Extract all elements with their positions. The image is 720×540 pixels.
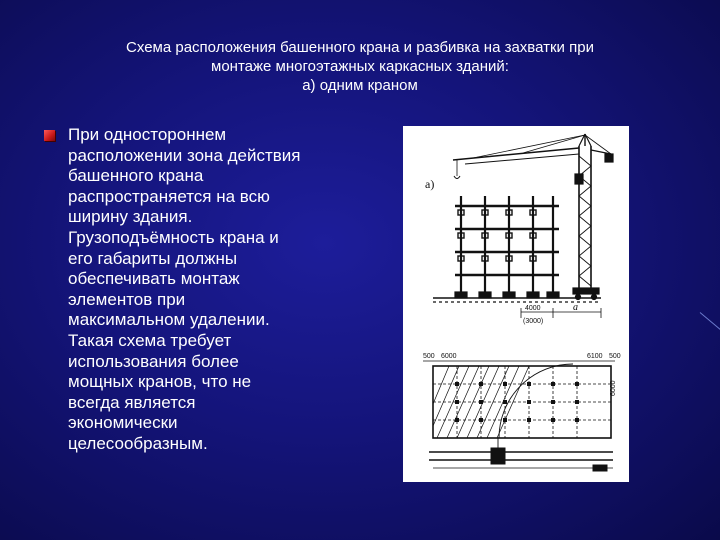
body-line: целесообразным. [68, 433, 208, 453]
crane-diagram-svg [403, 126, 629, 482]
bullet-text [68, 125, 368, 455]
plan-drawing [423, 353, 621, 471]
body-line: При одностороннем [68, 125, 227, 144]
body-line: всегда является [68, 392, 196, 412]
plan-label: 500 [423, 353, 435, 360]
body-line: Грузоподъёмность крана и [68, 227, 279, 247]
body-line: максимальном удалении. [68, 310, 270, 330]
body-line: обеспечивать монтаж [68, 269, 240, 289]
body-line: использования более [68, 351, 239, 371]
panel-label: а) [425, 177, 435, 191]
body-line: мощных кранов, что не [68, 372, 252, 392]
decorative-line [700, 312, 720, 332]
body-line: башенного крана [68, 166, 204, 186]
dim-label: (3000) [523, 318, 544, 325]
plan-label: 6100 [587, 353, 603, 360]
plan-label: 6000 [610, 380, 617, 396]
elevation-drawing [425, 134, 613, 325]
title-line-1: Схема расположения башенного крана и разбивка на захватки при [126, 39, 594, 56]
body-line: Такая схема требует [68, 330, 232, 350]
crane-diagram-figure [403, 126, 629, 482]
body-line: распространяется на всю [68, 186, 270, 206]
body-line: экономически [68, 413, 178, 433]
bullet-square-icon [44, 130, 55, 141]
plan-label: 500 [609, 353, 621, 360]
body-line: элементов при [68, 289, 186, 309]
dim-label: а [573, 302, 578, 313]
body-line: расположении зона действия [68, 145, 301, 165]
title-line-3: а) одним краном [302, 77, 418, 94]
title-line-2: монтаже многоэтажных каркасных зданий: [211, 58, 509, 75]
dim-label: 4000 [525, 305, 541, 312]
plan-label: 6000 [441, 353, 457, 360]
body-line: ширину здания. [68, 207, 193, 227]
body-line: его габариты должны [68, 248, 238, 268]
slide-title [60, 38, 660, 95]
